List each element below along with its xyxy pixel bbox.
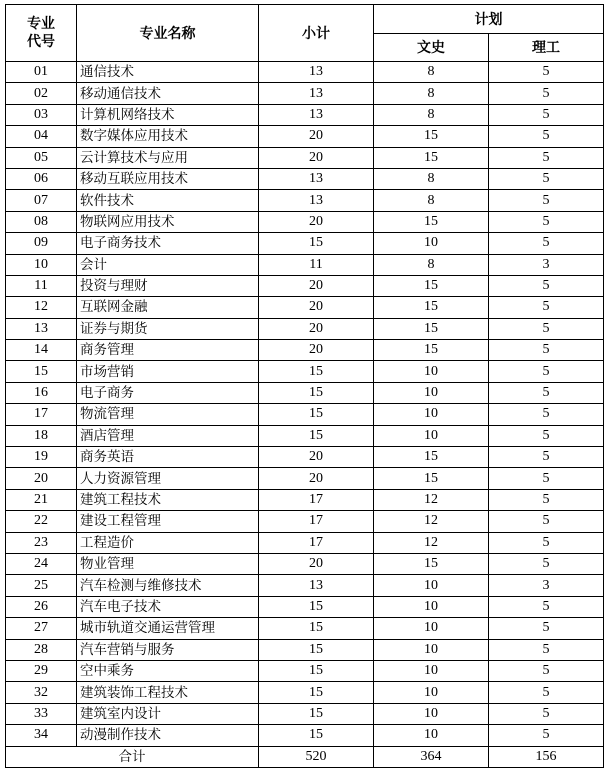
table-row [6,190,604,211]
table-row [6,254,604,275]
header-code-line2: 代号 [27,34,55,50]
table-row [6,382,604,403]
cell-name: 建筑工程技术 [77,489,259,510]
cell-science: 5 [489,83,604,104]
cell-name: 会计 [77,254,259,275]
cell-code: 28 [6,639,77,660]
cell-arts: 8 [374,62,489,83]
table-row [6,147,604,168]
cell-name: 市场营销 [77,361,259,382]
table-row [6,532,604,553]
cell-arts: 15 [374,553,489,574]
table-header [6,5,604,62]
cell-arts: 10 [374,660,489,681]
table-row [6,297,604,318]
cell-subtotal: 20 [259,553,374,574]
cell-arts: 10 [374,361,489,382]
cell-code: 01 [6,62,77,83]
cell-subtotal: 13 [259,168,374,189]
enrollment-plan-table [5,4,604,768]
cell-name: 软件技术 [77,190,259,211]
table-row [6,62,604,83]
cell-subtotal: 15 [259,682,374,703]
cell-subtotal: 20 [259,211,374,232]
cell-science: 5 [489,233,604,254]
cell-science: 5 [489,297,604,318]
table-footer [6,746,604,767]
cell-code: 04 [6,126,77,147]
cell-arts: 12 [374,511,489,532]
cell-subtotal: 15 [259,425,374,446]
cell-science: 5 [489,660,604,681]
cell-science: 5 [489,596,604,617]
cell-code: 18 [6,425,77,446]
cell-code: 32 [6,682,77,703]
cell-arts: 15 [374,275,489,296]
cell-subtotal: 15 [259,703,374,724]
cell-subtotal: 15 [259,404,374,425]
header-code [6,5,77,62]
header-subtotal: 小计 [259,5,374,62]
cell-subtotal: 15 [259,233,374,254]
cell-name: 建筑装饰工程技术 [77,682,259,703]
cell-science: 5 [489,62,604,83]
table-row [6,618,604,639]
cell-code: 03 [6,104,77,125]
cell-subtotal: 15 [259,361,374,382]
cell-science: 5 [489,725,604,746]
cell-subtotal: 17 [259,511,374,532]
cell-code: 19 [6,447,77,468]
table-row [6,553,604,574]
cell-code: 27 [6,618,77,639]
cell-subtotal: 15 [259,596,374,617]
cell-science: 5 [489,168,604,189]
cell-subtotal: 20 [259,318,374,339]
cell-arts: 15 [374,318,489,339]
cell-name: 云计算技术与应用 [77,147,259,168]
cell-name: 建筑室内设计 [77,703,259,724]
cell-subtotal: 15 [259,725,374,746]
table-row [6,682,604,703]
cell-subtotal: 20 [259,468,374,489]
table-row [6,211,604,232]
cell-arts: 15 [374,468,489,489]
table-row [6,639,604,660]
table-row [6,660,604,681]
total-science: 156 [489,746,604,767]
cell-science: 5 [489,126,604,147]
cell-code: 16 [6,382,77,403]
cell-arts: 10 [374,596,489,617]
cell-science: 5 [489,553,604,574]
table-row [6,318,604,339]
table-row [6,468,604,489]
table-row [6,447,604,468]
cell-code: 23 [6,532,77,553]
cell-name: 投资与理财 [77,275,259,296]
cell-subtotal: 13 [259,62,374,83]
cell-science: 5 [489,489,604,510]
total-row [6,746,604,767]
cell-code: 11 [6,275,77,296]
cell-name: 动漫制作技术 [77,725,259,746]
table-row [6,703,604,724]
cell-arts: 10 [374,382,489,403]
cell-code: 29 [6,660,77,681]
cell-science: 5 [489,639,604,660]
cell-arts: 12 [374,532,489,553]
cell-subtotal: 20 [259,447,374,468]
cell-science: 5 [489,532,604,553]
table-row [6,104,604,125]
cell-name: 计算机网络技术 [77,104,259,125]
cell-science: 5 [489,404,604,425]
total-label: 合计 [6,746,259,767]
total-arts: 364 [374,746,489,767]
table-row [6,404,604,425]
table-row [6,489,604,510]
cell-code: 20 [6,468,77,489]
cell-arts: 10 [374,575,489,596]
cell-code: 25 [6,575,77,596]
cell-arts: 8 [374,83,489,104]
cell-science: 5 [489,682,604,703]
cell-name: 互联网金融 [77,297,259,318]
cell-subtotal: 13 [259,575,374,596]
cell-arts: 10 [374,618,489,639]
cell-name: 商务管理 [77,340,259,361]
cell-science: 5 [489,147,604,168]
cell-science: 5 [489,361,604,382]
cell-code: 08 [6,211,77,232]
header-arts: 文史 [374,33,489,62]
cell-name: 汽车电子技术 [77,596,259,617]
cell-name: 物联网应用技术 [77,211,259,232]
cell-code: 05 [6,147,77,168]
table-row [6,233,604,254]
cell-arts: 15 [374,147,489,168]
cell-subtotal: 20 [259,147,374,168]
cell-subtotal: 20 [259,340,374,361]
cell-name: 电子商务技术 [77,233,259,254]
cell-name: 物流管理 [77,404,259,425]
cell-name: 物业管理 [77,553,259,574]
cell-name: 城市轨道交通运营管理 [77,618,259,639]
cell-code: 10 [6,254,77,275]
cell-science: 5 [489,104,604,125]
table-row [6,275,604,296]
cell-name: 汽车检测与维修技术 [77,575,259,596]
cell-subtotal: 13 [259,190,374,211]
table-row [6,425,604,446]
cell-name: 商务英语 [77,447,259,468]
cell-arts: 10 [374,725,489,746]
cell-science: 5 [489,211,604,232]
cell-subtotal: 13 [259,83,374,104]
cell-subtotal: 17 [259,532,374,553]
cell-science: 5 [489,468,604,489]
table-row [6,126,604,147]
cell-arts: 10 [374,233,489,254]
cell-code: 34 [6,725,77,746]
cell-name: 数字媒体应用技术 [77,126,259,147]
cell-name: 人力资源管理 [77,468,259,489]
cell-arts: 8 [374,104,489,125]
cell-name: 移动互联应用技术 [77,168,259,189]
table-row [6,340,604,361]
cell-subtotal: 15 [259,639,374,660]
cell-arts: 10 [374,682,489,703]
table-row [6,725,604,746]
cell-arts: 15 [374,211,489,232]
cell-name: 证券与期货 [77,318,259,339]
cell-code: 15 [6,361,77,382]
table-body [6,62,604,747]
cell-code: 22 [6,511,77,532]
cell-science: 5 [489,382,604,403]
header-name: 专业名称 [77,5,259,62]
plan-table-container [5,4,604,768]
table-row [6,596,604,617]
cell-subtotal: 13 [259,104,374,125]
cell-science: 5 [489,447,604,468]
cell-arts: 8 [374,190,489,211]
cell-science: 5 [489,275,604,296]
cell-subtotal: 20 [259,126,374,147]
cell-subtotal: 17 [259,489,374,510]
cell-name: 通信技术 [77,62,259,83]
cell-code: 12 [6,297,77,318]
cell-code: 07 [6,190,77,211]
cell-code: 02 [6,83,77,104]
cell-subtotal: 20 [259,275,374,296]
cell-arts: 15 [374,340,489,361]
table-row [6,511,604,532]
cell-code: 24 [6,553,77,574]
cell-arts: 10 [374,425,489,446]
cell-subtotal: 15 [259,618,374,639]
cell-science: 5 [489,618,604,639]
cell-arts: 12 [374,489,489,510]
cell-arts: 15 [374,447,489,468]
cell-science: 5 [489,425,604,446]
cell-subtotal: 15 [259,382,374,403]
cell-science: 5 [489,703,604,724]
cell-name: 空中乘务 [77,660,259,681]
cell-science: 5 [489,318,604,339]
cell-science: 3 [489,575,604,596]
cell-name: 移动通信技术 [77,83,259,104]
cell-science: 5 [489,190,604,211]
header-plan: 计划 [374,5,604,34]
cell-arts: 10 [374,639,489,660]
cell-code: 13 [6,318,77,339]
cell-code: 21 [6,489,77,510]
cell-code: 09 [6,233,77,254]
cell-code: 06 [6,168,77,189]
cell-code: 26 [6,596,77,617]
table-row [6,168,604,189]
cell-code: 14 [6,340,77,361]
header-science: 理工 [489,33,604,62]
cell-name: 汽车营销与服务 [77,639,259,660]
cell-subtotal: 11 [259,254,374,275]
cell-arts: 8 [374,254,489,275]
cell-name: 工程造价 [77,532,259,553]
cell-arts: 10 [374,404,489,425]
cell-science: 5 [489,511,604,532]
table-row [6,83,604,104]
cell-name: 建设工程管理 [77,511,259,532]
cell-subtotal: 15 [259,660,374,681]
cell-arts: 8 [374,168,489,189]
table-row [6,575,604,596]
cell-subtotal: 20 [259,297,374,318]
cell-code: 17 [6,404,77,425]
table-row [6,361,604,382]
cell-code: 33 [6,703,77,724]
cell-name: 酒店管理 [77,425,259,446]
cell-science: 3 [489,254,604,275]
total-subtotal: 520 [259,746,374,767]
cell-arts: 15 [374,126,489,147]
header-code-line1: 专业 [27,16,55,32]
cell-science: 5 [489,340,604,361]
cell-name: 电子商务 [77,382,259,403]
cell-arts: 10 [374,703,489,724]
cell-arts: 15 [374,297,489,318]
